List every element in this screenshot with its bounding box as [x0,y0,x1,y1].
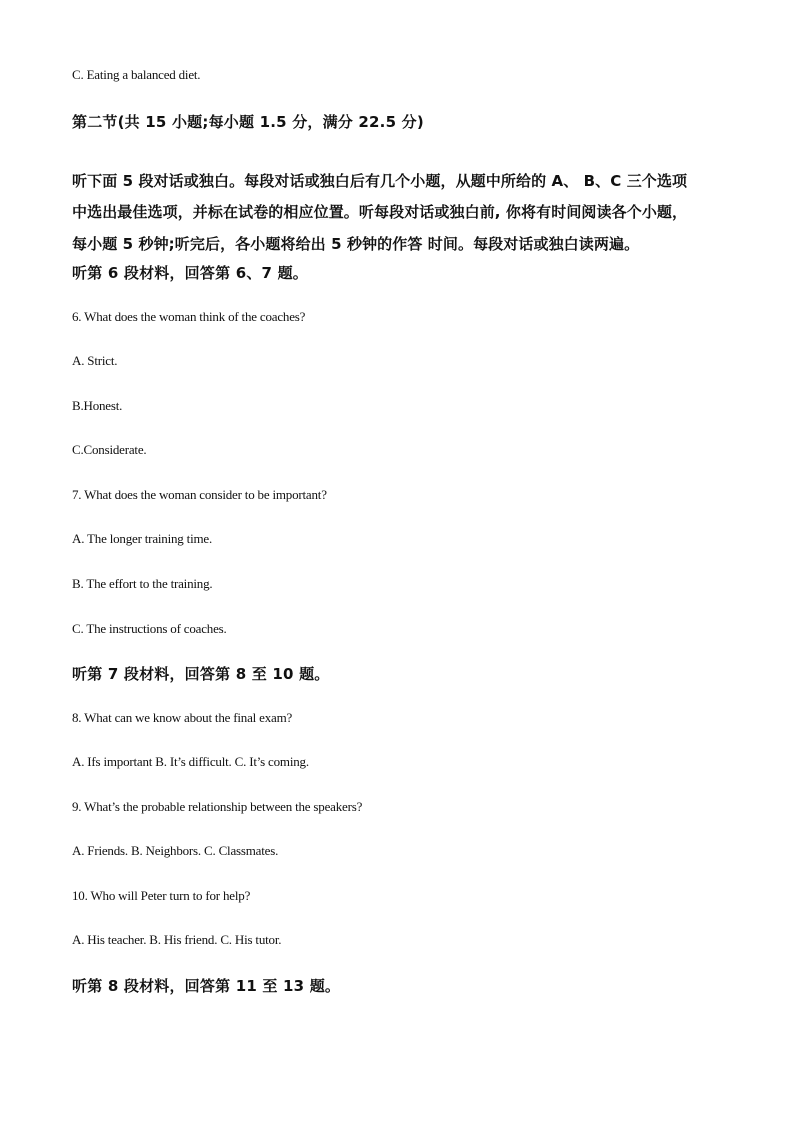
question-10: 10. Who will Peter turn to for help? [72,888,251,903]
question-6: 6. What does the woman think of the coaches? [72,309,306,324]
question-6-option-c: C.Considerate. [72,442,147,457]
question-6-option-a: A. Strict. [72,353,118,368]
instructions-line-2: 中选出最佳选项，并标在试卷的相应位置。听每段对话或独白前, 你将有时间阅读各个小题， [72,203,688,221]
passage-8-header: 听第 8 段材料，回答第 11 至 13 题。 [72,977,341,995]
question-8: 8. What can we know about the final exam? [72,710,293,725]
question-7-option-a: A. The longer training time. [72,531,213,546]
q5-option-c: C. Eating a balanced diet. [72,67,201,82]
question-9-options: A. Friends. B. Neighbors. C. Classmates. [72,843,279,858]
question-10-options: A. His teacher. B. His friend. C. His tutor. [72,932,282,947]
question-6-option-b: B.Honest. [72,398,123,413]
passage-7-header: 听第 7 段材料，回答第 8 至 10 题。 [72,665,330,683]
instructions-line-3: 每小题 5 秒钟;听完后，各小题将给出 5 秒钟的作答 时间。每段对话或独白读两遍。 [72,235,640,253]
instructions-line-1: 听下面 5 段对话或独白。每段对话或独白后有几个小题，从题中所给的 A、 B、C 三个选项 [72,172,688,190]
question-9: 9. What’s the probable relationship between the speakers? [72,799,363,814]
question-8-options: A. Ifs important B. It’s difficult. C. It’s coming. [72,754,309,769]
passage-6-header: 听第 6 段材料，回答第 6、7 题。 [72,264,309,282]
question-7-option-c: C. The instructions of coaches. [72,621,227,636]
question-7: 7. What does the woman consider to be important? [72,487,327,502]
question-7-option-b: B. The effort to the training. [72,576,213,591]
section-header: 第二节(共 15 小题;每小题 1.5 分，满分 22.5 分) [72,113,424,131]
